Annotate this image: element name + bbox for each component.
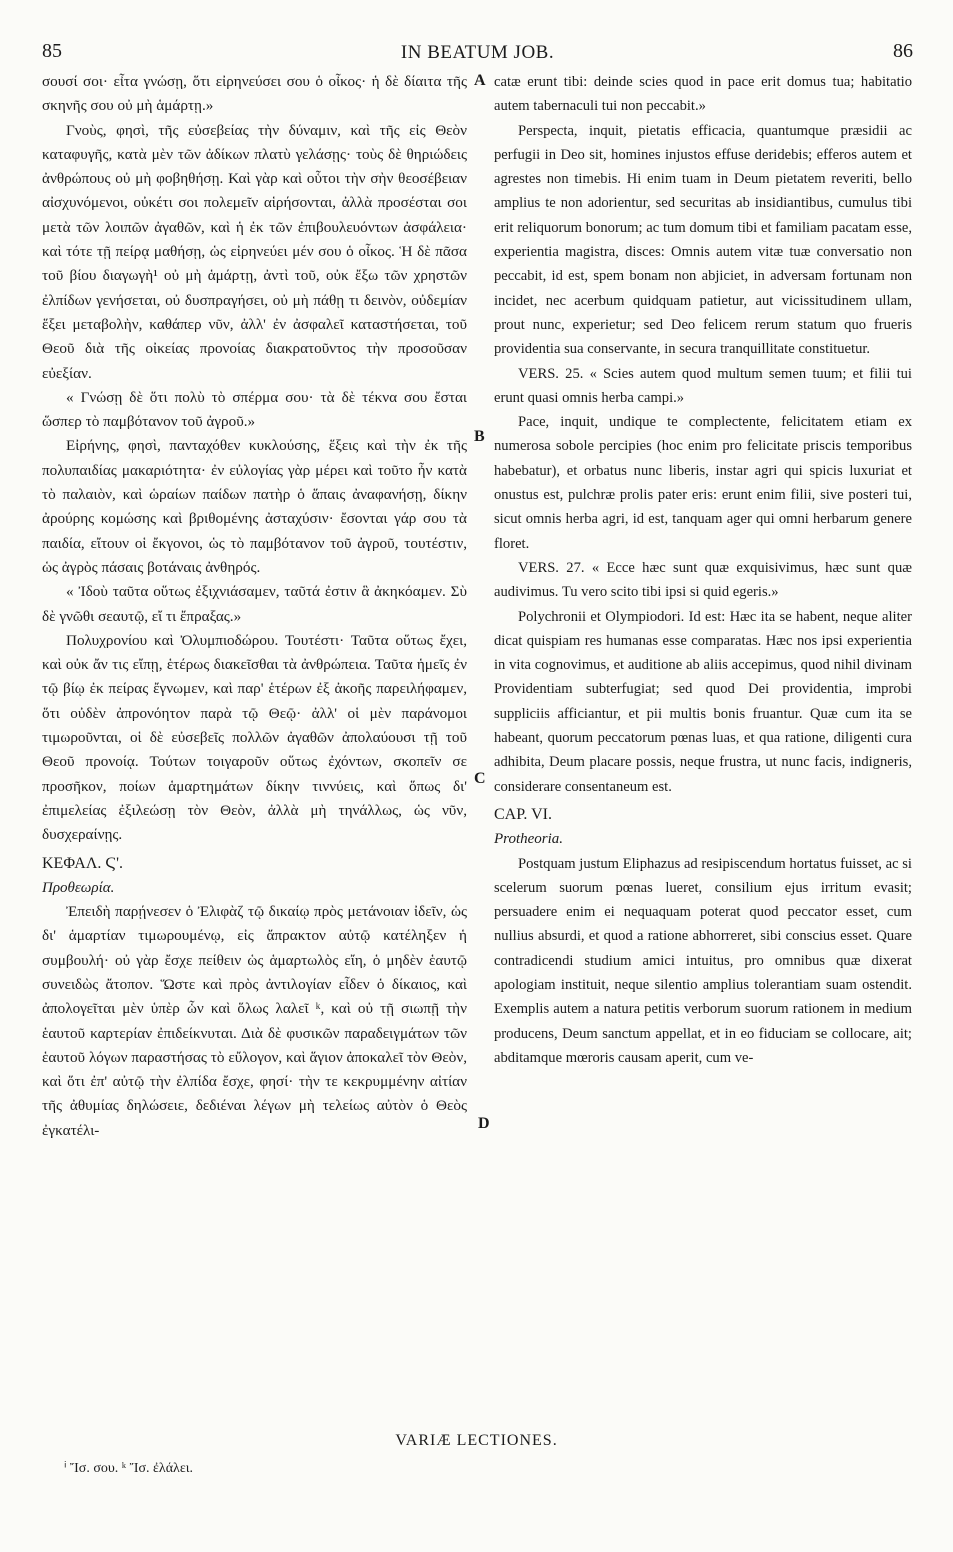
page-number-left: 85 xyxy=(42,40,62,62)
latin-para-3: VERS. 25. « Scies autem quod multum semen tuum; et filii tui erunt quasi omnis herba campi.» xyxy=(494,365,912,406)
variae-lectiones-title: VARIÆ LECTIONES. xyxy=(395,1432,558,1449)
latin-column xyxy=(494,70,912,1070)
latin-para-5: VERS. 27. « Ecce hæc sunt quæ exquisivimus, hæc sunt quæ audivimus. Tu vero scito tibi ipsi si quid egeris.» xyxy=(494,559,912,601)
greek-para-1: σουσί σοι· εἶτα γνώσῃ, ὅτι εἰρηνεύσει σου ὁ οἶκος· ἡ δὲ δίαιτα τῆς σκηνῆς σου οὐ μὴ ἁμάρτῃ.» xyxy=(42,73,467,115)
latin-protheoria-heading: Protheoria. xyxy=(494,831,564,848)
latin-para-1: catæ erunt tibi: deinde scies quod in pace erit domus tua; habitatio autem tabernaculi tui non peccabit.» xyxy=(494,74,912,115)
greek-chapter-heading: ΚΕΦΑΛ. Ϛ'. xyxy=(42,854,123,872)
greek-para-6: Πολυχρονίου καὶ Ὀλυμπιοδώρου. Τουτέστι· Ταῦτα οὕτως ἔχει, καὶ οὐκ ἄν τις εἴπῃ, ἑτέρως διακεῖσθαι τὰ ἀνθρώπεια. Ταῦτα ἡμεῖς ἐν τῷ βίῳ ἐκ πείρας ἔγνωμεν, καὶ παρ' ἑτέρων ἐξ ἀκοῆς παρειλήφαμεν, ὅτι οὐδὲν ἀπρονόητον παρὰ τῷ Θεῷ· ἀλλ' οἱ μὲν παράνομοι τιμωροῦνται, οἱ δὲ εὐσεβεῖς πολλῶν ἀγαθῶν ἀπολαύουσι τῇ τοῦ Θεοῦ προνοίᾳ. Τούτων τοιγαροῦν οὕτως ἐχόντων, σκοπεῖν σε προσῆκον, ποίων ἁμαρτημάτων δίκην τιννύεις, καὶ ὅπως δι' ἐπιμελείας ἐξιλεώσῃ τὸν Θεὸν, ἀλλὰ μὴ τηνάλλως, ὡς νῦν, δυσχεραίνῃς. xyxy=(42,631,467,844)
greek-protheoria-heading: Προθεωρία. xyxy=(42,879,115,896)
margin-marker-b: B xyxy=(474,428,485,445)
page-number-right: 86 xyxy=(893,40,913,62)
latin-para-6: Polychronii et Olympiodori. Id est: Hæc ita se habent, neque aliter dicat quispiam res humanas esse comparatas. Hæc nos ipsi experientia in vita cognovimus, et auditione ab aliis accepimus, quod nihil divinam Providentiam subterfugiat; sed quod Dei providentia, improbi suppliciis afficiantur, et pii multis bonis fruantur. Quæ cum ita se habeant, quorum peccatorum pœnas luas, et qua ratione, diligenti cura adhibita, Deum placare possis, neque frustra, ut nunc facis, indigneris, considerare consentaneum est. xyxy=(494,608,912,795)
margin-marker-a: A xyxy=(474,72,486,89)
latin-chapter-heading: CAP. VI. xyxy=(494,805,552,823)
latin-para-2: Perspecta, inquit, pietatis efficacia, quantumque præsidii ac perfugii in Deo sit, homines injustos effuse deridebis; efferos autem et agrestes non timebis. Hi enim tuam in Deum pietatem reveriti, bello amplius te non adorientur, sed securitas ab insidiantibus, cumulus tibi erit reliquorum bonorum; ac tum domum tibi et familiam pacatam esse, experientia magistra, disces: Omnis autem vitæ tuæ conversatio non peccabit, id est, spem bonam non abjiciet, in adversam fortunam non incidet, nec acerbum quidquam patietur, aut vicissitudinem ullam, prout nunc, experietur; sed Deo felicem rerum statum quo frueris providentia sua conservante, in secura tranquillitate constituetur. xyxy=(494,122,912,358)
running-title: IN BEATUM JOB. xyxy=(400,42,555,63)
greek-para-3: « Γνώσῃ δὲ ὅτι πολὺ τὸ σπέρμα σου· τὰ δὲ τέκνα σου ἔσται ὥσπερ τὸ παμβότανον τοῦ ἀγροῦ.» xyxy=(42,388,467,431)
running-header xyxy=(42,40,913,68)
greek-para-4: Εἰρήνης, φησὶ, πανταχόθεν κυκλούσης, ἕξεις καὶ τὴν ἐκ τῆς πολυπαιδίας μακαριότητα· ἐν εὐλογίας γὰρ μέρει καὶ τοῦτο ἦν κατὰ τὸ παλαιὸν, καὶ ὡραίων παίδων πατὴρ ὁ ἅπαις ἀναφανήσῃ, δίκην ἀρούρης κομώσης καὶ βριθομένης ἀσταχύσιν· ἔσονται γάρ σου τὰ παιδία, εἴτουν οἱ ἔκγονοι, ὡς τὸ παμβότανον τοῦ ἀγροῦ, τουτέστιν, ὡς ἀγρὸς πάσαις βοτάναις ἀνθηρός. xyxy=(42,437,467,576)
variant-readings-note: ⁱ Ἴσ. σου. ᵏ Ἴσ. ἐλάλει. xyxy=(64,1461,193,1476)
latin-para-7: Postquam justum Eliphazus ad resipiscendum hortatus fuisset, ac si scelerum suorum pœnas lueret, consilium ejus irritum evasit; persuadere enim ei nequaquam poterat quod peccator esset, cum nullius absurdi, et quod a ratione abhorreret, sibi conscius esset. Quare contradicendi studium amici intuitus, pro omnibus quæ dixerat apologiam instituit, neque silentio amplius tolerantiam suam ostendit. Exemplis autem a natura petitis verborum suorum rationem in medium producens, Deum sanctum appellat, et in eo fiduciam se collocare, ait; abditamque mœroris causam aperit, cum ve- xyxy=(494,855,912,1066)
greek-column xyxy=(42,70,467,1143)
greek-para-5: « Ἰδοὺ ταῦτα οὕτως ἐξιχνιάσαμεν, ταῦτά ἐστιν ἃ ἀκηκόαμεν. Σὺ δὲ γνῶθι σεαυτῷ, εἴ τι ἔπραξας.» xyxy=(42,583,467,625)
margin-marker-c: C xyxy=(474,770,486,787)
margin-marker-d: D xyxy=(478,1115,490,1132)
greek-para-2: Γνοὺς, φησὶ, τῆς εὐσεβείας τὴν δύναμιν, καὶ τῆς εἰς Θεὸν καταφυγῆς, κατὰ μὲν τῶν ἀδίκων πλατὺ γελάσῃς· τοὺς δὲ θηριώδεις ἀνθρώπους οὐ μὴ φοβηθήσῃ. Καὶ γὰρ καὶ οὗτοι τὴν σὴν θεοσέβειαν αἰσχυνόμενοι, οὐκέτι σοι πολεμεῖν αἱρήσονται, ἀλλὰ προσέσται σοι μετὰ τῶν λοιπῶν ἀγαθῶν, καὶ ἡ ἐκ τῶν ἐπιβουλευόντων ἀσφάλεια· καὶ τότε τῇ πείρᾳ μαθήσῃ, ὡς εἰρηνεύει μέν σου ὁ οἶκος. Ἡ δὲ πᾶσα τοῦ βίου διαγωγὴ¹ οὐ μὴ ἁμάρτῃ, ἀντὶ τοῦ, οὐκ ἔξω τῶν χρηστῶν ἐλπίδων γενήσεται, οὐ δυσπραγήσει, οὐ μὴ πάθῃ τι δεινὸν, οὐδεμίαν ἕξει μεταβολὴν, καθάπερ νῦν, ἀλλ' ἐν ἀσφαλεῖ καταστήσεται, τοῦ Θεοῦ διὰ τῆς οἰκείας προνοίας διακρατοῦντος τὴν προσοῦσαν εὐεξίαν. xyxy=(42,121,467,382)
latin-para-4: Pace, inquit, undique te complectente, felicitatem etiam ex numerosa sobole percipies (hoc enim pro felicitate priscis temporibus habebatur), et orbatus nunc liberis, instar agri qui spicis luxuriat et onustus est, pulchræ prolis pater eris: erunt enim filii, sive posteri tui, sicut omnis herba agri, id est, tanquam ager qui omni herbarum genere floret. xyxy=(494,414,912,552)
greek-para-7: Ἐπειδὴ παρῄνεσεν ὁ Ἐλιφὰζ τῷ δικαίῳ πρὸς μετάνοιαν ἰδεῖν, ὡς δι' ἁμαρτίαν τιμωρουμένῳ, εἰς ἄπρακτον αὐτῷ κατέληξεν ἡ συμβουλή· οὐ γὰρ ἔσχε πείθειν ὡς ἁμαρτωλὸς εἴη, ὁ μηδὲν ἑαυτῷ συνειδὼς ἄτοπον. Ὥστε καὶ πρὸς ἀντιλογίαν εἶδεν ὁ δίκαιος, καὶ ἀπολογεῖται μὲν ὑπὲρ ὧν καὶ ὅλως λαλεῖ ᵏ, καὶ οὐ τῇ σιωπῇ τὴν ἑαυτοῦ καρτερίαν ἐπιδείκνυται. Διὰ δὲ φυσικῶν παραδειγμάτων τῶν ἑαυτοῦ λόγων παραστήσας τὸ εὔλογον, καὶ ἅγιον ἀποκαλεῖ τὸν Θεὸν, καὶ ὅτι ἐπ' αὐτῷ τὴν ἐλπίδα ἔσχε, φησί· τὴν τε κεκρυμμένην αἰτίαν τῆς ἀθυμίας δηλώσειε, δεδιέναι λέγων μὴ τελείως αὐτὸν ὁ Θεὸς ἐγκατέλι- xyxy=(42,903,467,1139)
